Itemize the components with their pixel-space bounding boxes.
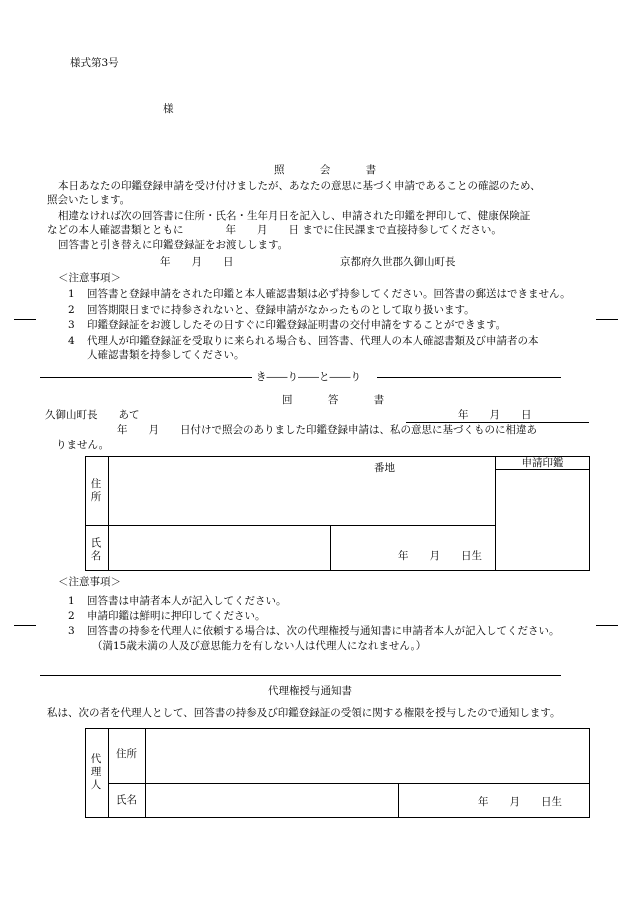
form-number: 様式第3号	[70, 57, 119, 69]
answer-to: 久御山町長 あて	[45, 409, 140, 421]
inquiry-notes-heading: ＜注意事項＞	[58, 272, 121, 284]
answer-note-num: 1	[68, 595, 75, 607]
inquiry-note-num: 1	[68, 288, 75, 300]
inquiry-para2-line1: 相違なければ次の回答書に住所・氏名・生年月日を記入し、申請された印鑑を押印して、健康保険証	[58, 210, 531, 222]
address-label: 住所	[90, 478, 102, 503]
margin-tick	[596, 625, 618, 626]
proxy-side-label: 代理人	[90, 753, 102, 791]
table-divider	[85, 525, 495, 526]
answer-note-num: 2	[68, 610, 75, 622]
section-separator	[40, 675, 561, 676]
inquiry-note-num: 3	[68, 319, 75, 331]
inquiry-para2-line2: などの本人確認書類とともに 年 月 日 までに住民課まで直接持参してください。	[47, 224, 502, 236]
answer-note: 申請印鑑は鮮明に押印してください。	[87, 610, 266, 622]
answer-date-underline	[406, 422, 589, 423]
inquiry-note-num: 4	[68, 335, 75, 347]
answer-note: 回答書の持参を代理人に依頼する場合は、次の代理権授与通知書に申請者本人が記入してください。	[87, 625, 560, 637]
margin-tick	[596, 319, 618, 320]
inquiry-note-num: 2	[68, 304, 75, 316]
proxy-name-label: 氏名	[116, 794, 137, 806]
proxy-birth-label: 年 月 日生	[478, 796, 562, 808]
answer-note: 回答書は申請者本人が記入してください。	[87, 595, 287, 607]
cut-line	[377, 377, 561, 378]
inquiry-note: 印鑑登録証をお渡ししたその日すぐに印鑑登録証明書の交付申請をすることができます。	[87, 319, 507, 331]
inquiry-para1-line1: 本日あなたの印鑑登録申請を受け付けましたが、あなたの意思に基づく申請であることの確認のため、	[58, 180, 541, 192]
answer-notes-heading: ＜注意事項＞	[58, 576, 121, 588]
answer-note-num: 3	[68, 625, 75, 637]
table-divider	[495, 456, 496, 571]
birth-label: 年 月 日生	[398, 550, 482, 562]
table-divider	[330, 525, 331, 571]
answer-table	[85, 456, 590, 571]
inquiry-title: 照 会 書	[274, 164, 393, 176]
addressee-suffix: 様	[163, 103, 174, 115]
seal-label: 申請印鑑	[521, 457, 564, 469]
cut-label: き――り――と――り	[256, 371, 361, 383]
proxy-title: 代理権授与通知書	[268, 685, 352, 697]
inquiry-date: 年 月 日	[160, 256, 234, 268]
answer-note-cont: （満15歳未満の人及び意思能力を有しない人は代理人になれません。）	[92, 640, 427, 652]
name-label: 氏名	[90, 537, 102, 562]
inquiry-para1-line2: 照会いたします。	[47, 194, 131, 206]
table-divider	[108, 728, 109, 818]
table-divider	[108, 783, 590, 784]
table-divider	[108, 456, 109, 571]
answer-body-line2: りません。	[56, 439, 110, 451]
table-divider	[398, 783, 399, 818]
proxy-statement: 私は、次の者を代理人として、回答書の持参及び印鑑登録証の受領に関する権限を授与したので通知します。	[47, 707, 561, 719]
answer-title: 回 答 書	[282, 394, 401, 406]
cut-line	[40, 377, 252, 378]
margin-tick	[14, 625, 36, 626]
answer-date: 年 月 日	[458, 409, 532, 421]
table-divider	[495, 469, 590, 470]
inquiry-note: 回答期限日までに持参されないと、登録申請がなかったものとして取り扱います。	[87, 304, 475, 316]
inquiry-note-cont: 人確認書類を持参してください。	[87, 349, 245, 361]
inquiry-issuer: 京都府久世郡久御山町長	[340, 256, 456, 268]
inquiry-note: 回答書と登録申請をされた印鑑と本人確認書類は必ず持参してください。回答書の郵送はできません。	[87, 288, 571, 300]
table-divider	[145, 728, 146, 818]
inquiry-para3: 回答書と引き替えに印鑑登録証をお渡しします。	[58, 239, 289, 251]
proxy-address-label: 住所	[116, 748, 137, 760]
banchi-label: 番地	[374, 462, 395, 474]
inquiry-note: 代理人が印鑑登録証を受取りに来られる場合も、回答書、代理人の本人確認書類及び申請者の本	[87, 335, 539, 347]
answer-body-line1: 年 月 日付けで照会のありました印鑑登録申請は、私の意思に基づくものに相違あ	[117, 424, 537, 436]
margin-tick	[14, 319, 36, 320]
